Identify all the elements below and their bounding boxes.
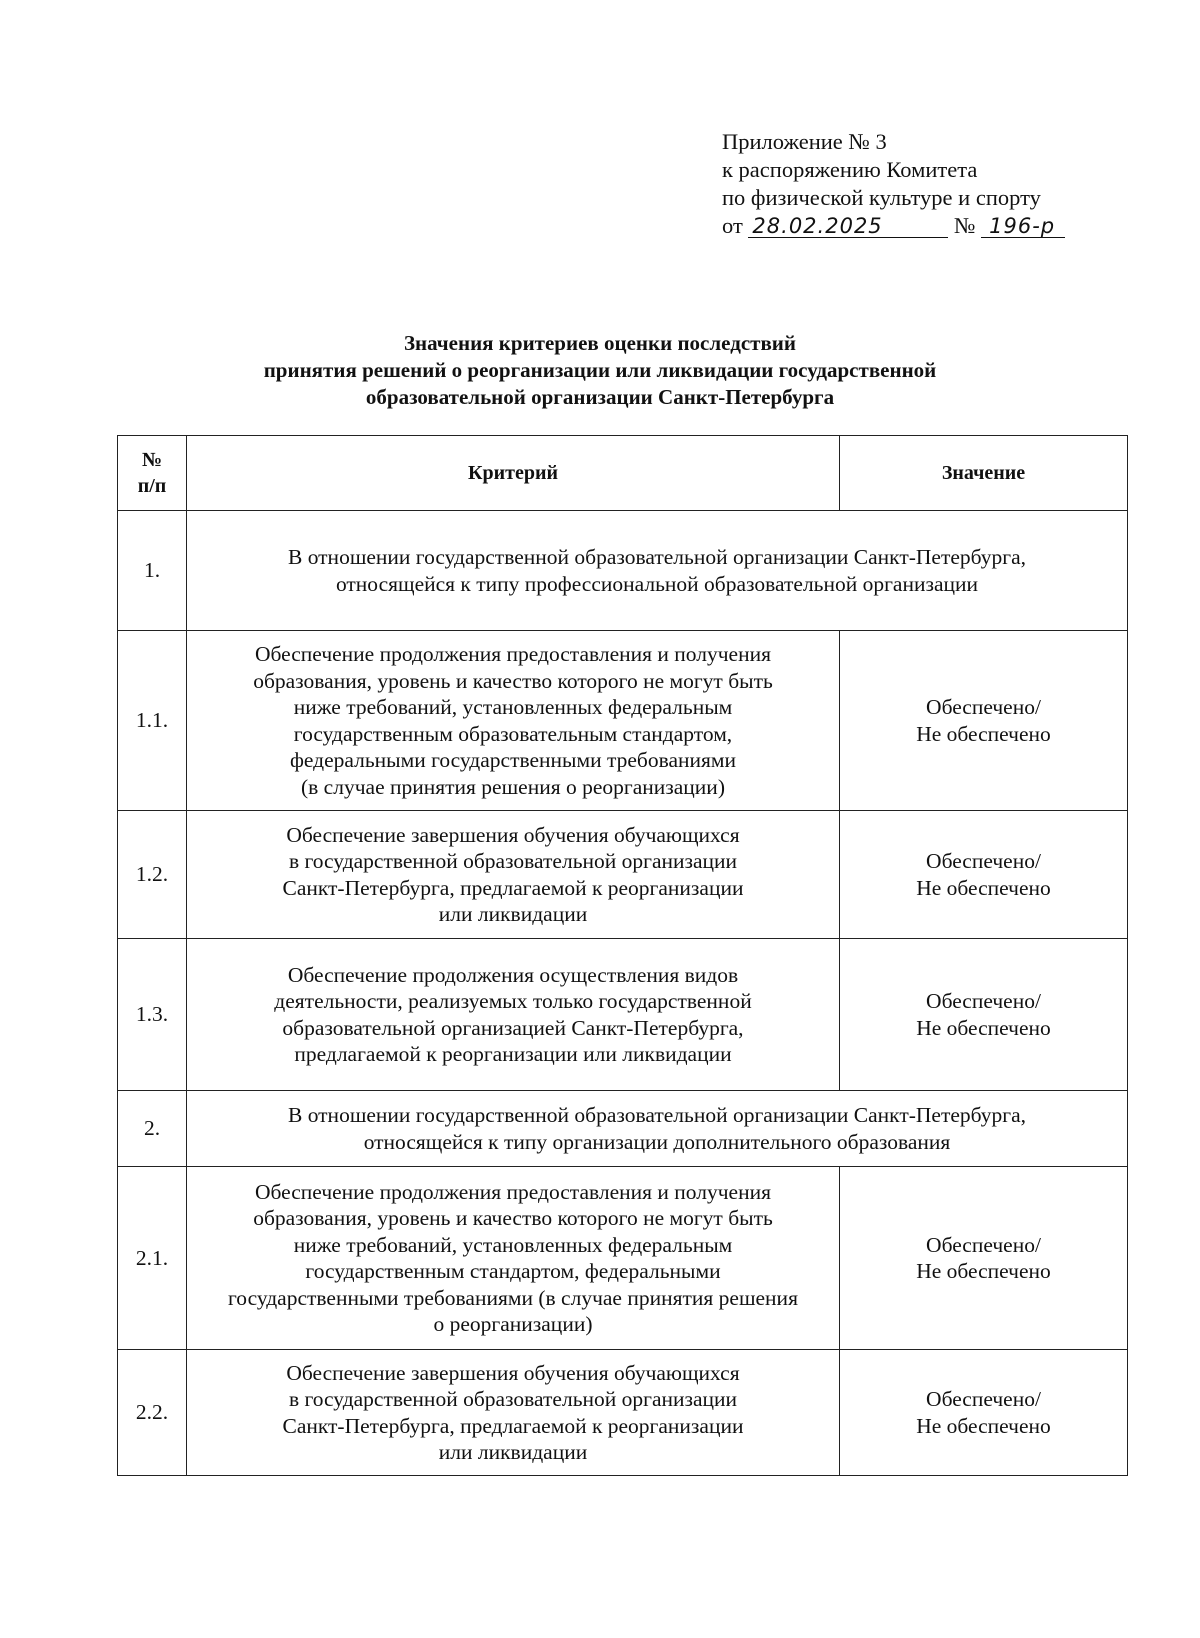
- row-criterion: Обеспечение продолжения предоставления и получения образования, уровень и качество которого не могут быть ниже требований, установленных федеральным государственным образовательным стандартом, федеральными государственными требованиями (в случае принятия решения о реорганизации): [187, 631, 840, 811]
- row-value: Обеспечено/ Не обеспечено: [840, 1350, 1128, 1476]
- header-value: Значение: [840, 436, 1128, 511]
- row-num: 2.1.: [118, 1167, 187, 1350]
- row-criterion: Обеспечение продолжения предоставления и получения образования, уровень и качество которого не могут быть ниже требований, установленных федеральным государственным стандартом, федеральными государственными требованиями (в случае принятия решения о реорганизации): [187, 1167, 840, 1350]
- row-num: 1.2.: [118, 811, 187, 939]
- row-num: 2.2.: [118, 1350, 187, 1476]
- annex-line-2: к распоряжению Комитета: [722, 157, 978, 182]
- annex-line-3: по физической культуре и спорту: [722, 185, 1041, 210]
- row-num: 1.1.: [118, 631, 187, 811]
- table-row: [118, 1350, 1128, 1476]
- annex-date-line: [722, 212, 1065, 240]
- title-line-1: Значения критериев оценки последствий: [403, 331, 797, 355]
- section-heading: В отношении государственной образовательной организации Санкт-Петербурга, относящейся к типу организации дополнительного образования: [187, 1091, 1128, 1167]
- row-value: Обеспечено/ Не обеспечено: [840, 631, 1128, 811]
- row-criterion: Обеспечение завершения обучения обучающихся в государственной образовательной организации Санкт-Петербурга, предлагаемой к реорганизации или ликвидации: [187, 811, 840, 939]
- table-row: [118, 631, 1128, 811]
- table-row: [118, 1167, 1128, 1350]
- header-criterion: Критерий: [187, 436, 840, 511]
- title-line-2: принятия решений о реорганизации или ликвидации государственной: [263, 358, 937, 382]
- header-num: № п/п: [118, 436, 187, 511]
- handwritten-date: 28.02.2025: [748, 215, 948, 238]
- table-row: [118, 511, 1128, 631]
- table-row: [118, 811, 1128, 939]
- row-num: 2.: [118, 1091, 187, 1167]
- criteria-table: [117, 435, 1128, 1476]
- row-value: Обеспечено/ Не обеспечено: [840, 939, 1128, 1091]
- annex-line-1: Приложение № 3: [722, 129, 887, 154]
- row-value: Обеспечено/ Не обеспечено: [840, 811, 1128, 939]
- title-line-3: образовательной организации Санкт-Петербурга: [365, 385, 835, 409]
- section-heading: В отношении государственной образовательной организации Санкт-Петербурга, относящейся к типу профессиональной образовательной организации: [187, 511, 1128, 631]
- number-prefix: №: [954, 213, 976, 238]
- row-num: 1.3.: [118, 939, 187, 1091]
- row-criterion: Обеспечение завершения обучения обучающихся в государственной образовательной организации Санкт-Петербурга, предлагаемой к реорганизации или ликвидации: [187, 1350, 840, 1476]
- row-num: 1.: [118, 511, 187, 631]
- date-prefix: от: [722, 213, 743, 238]
- document-title: [150, 330, 1050, 411]
- table-row: [118, 939, 1128, 1091]
- table-row: [118, 1091, 1128, 1167]
- row-value: Обеспечено/ Не обеспечено: [840, 1167, 1128, 1350]
- handwritten-number: 196-р: [981, 215, 1065, 238]
- row-criterion: Обеспечение продолжения осуществления видов деятельности, реализуемых только государственной образовательной организацией Санкт-Петербурга, предлагаемой к реорганизации или ликвидации: [187, 939, 840, 1091]
- annex-block: [722, 128, 1065, 240]
- table-header-row: [118, 436, 1128, 511]
